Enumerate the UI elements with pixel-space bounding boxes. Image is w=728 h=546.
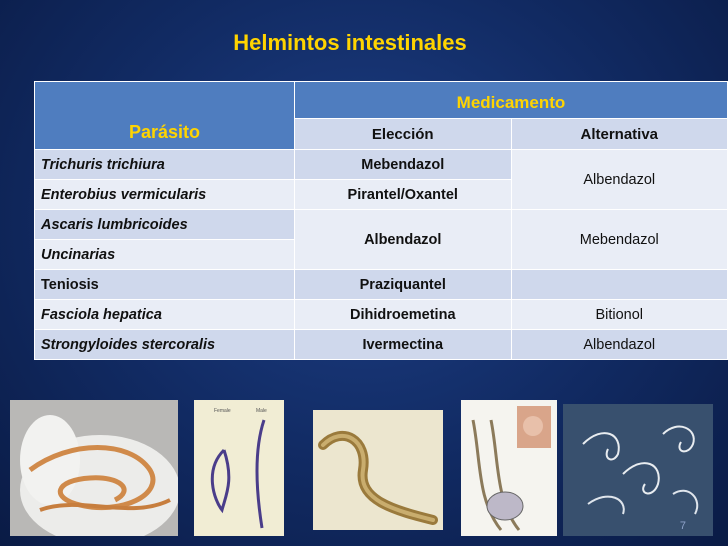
drug-eleccion: Mebendazol — [295, 150, 512, 180]
slide-title: Helmintos intestinales — [233, 30, 467, 55]
header-eleccion: Elección — [295, 119, 512, 150]
trichuris-photo — [563, 404, 713, 536]
parasite-name: Fasciola hepatica — [35, 300, 295, 330]
hookworm-panel-photo — [461, 400, 557, 536]
parasite-name: Uncinarias — [35, 240, 295, 270]
drug-alternativa-empty — [511, 270, 728, 300]
photo-strip — [0, 398, 728, 538]
drug-alternativa: Mebendazol — [511, 210, 728, 270]
parasite-name: Enterobius vermicularis — [35, 180, 295, 210]
diagram-label-female: Female — [214, 408, 231, 414]
table-row — [35, 150, 728, 180]
drug-eleccion: Pirantel/Oxantel — [295, 180, 512, 210]
drug-alternativa: Albendazol — [511, 150, 728, 210]
parasite-name: Trichuris trichiura — [35, 150, 295, 180]
header-parasito: Parásito — [35, 82, 295, 150]
header-alternativa: Alternativa — [511, 119, 728, 150]
diagram-label-male: Male — [256, 408, 267, 414]
table-row — [35, 270, 728, 300]
drug-alternativa: Albendazol — [511, 330, 728, 360]
drug-table — [34, 81, 728, 360]
header-medicamento: Medicamento — [295, 82, 728, 119]
parasite-name: Strongyloides stercoralis — [35, 330, 295, 360]
drug-alternativa: Bitionol — [511, 300, 728, 330]
enterobius-diagram — [194, 400, 284, 536]
table-row — [35, 210, 728, 240]
strongyloides-larva-photo — [313, 410, 443, 530]
page-number: 7 — [679, 520, 686, 532]
parasite-name: Teniosis — [35, 270, 295, 300]
ascaris-photo — [10, 400, 178, 536]
drug-eleccion: Praziquantel — [295, 270, 512, 300]
drug-eleccion: Dihidroemetina — [295, 300, 512, 330]
drug-eleccion: Albendazol — [295, 210, 512, 270]
drug-eleccion: Ivermectina — [295, 330, 512, 360]
table-row — [35, 330, 728, 360]
table-row — [35, 300, 728, 330]
parasite-name: Ascaris lumbricoides — [35, 210, 295, 240]
